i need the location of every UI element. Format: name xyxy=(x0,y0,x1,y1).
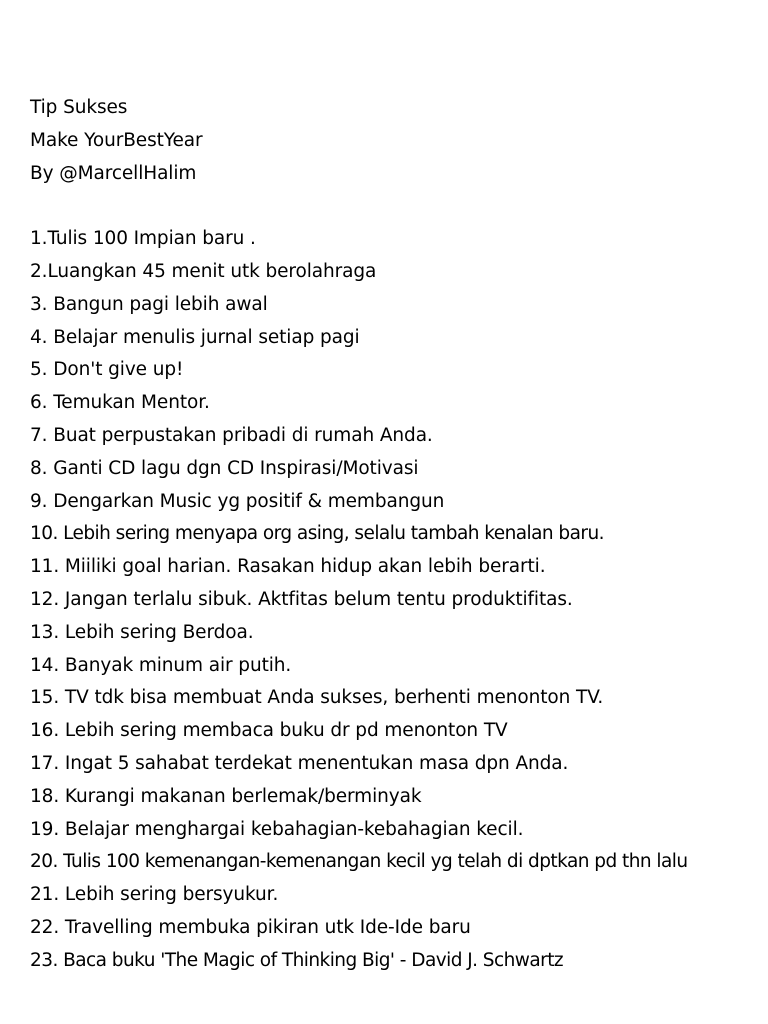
document-author: By @MarcellHalim xyxy=(30,162,197,184)
tip-item: 8. Ganti CD lagu dgn CD Inspirasi/Motivasi xyxy=(30,457,419,479)
tip-item: 23. Baca buku 'The Magic of Thinking Big' - David J. Schwartz xyxy=(30,949,564,971)
tip-item: 16. Lebih sering membaca buku dr pd menonton TV xyxy=(30,720,508,742)
tip-item: 15. TV tdk bisa membuat Anda sukses, berhenti menonton TV. xyxy=(30,687,604,709)
tip-item: 3. Bangun pagi lebih awal xyxy=(30,293,268,315)
tip-item: 11. Miiliki goal harian. Rasakan hidup akan lebih berarti. xyxy=(30,556,546,578)
tip-item: 5. Don't give up! xyxy=(30,359,184,381)
tip-item: 14. Banyak minum air putih. xyxy=(30,654,292,676)
tip-item: 20. Tulis 100 kemenangan-kemenangan kecil yg telah di dptkan pd thn lalu xyxy=(30,851,688,873)
tip-item: 21. Lebih sering bersyukur. xyxy=(30,884,279,906)
tip-item: 12. Jangan terlalu sibuk. Aktfitas belum tentu produktifitas. xyxy=(30,588,573,610)
tip-item: 22. Travelling membuka pikiran utk Ide-Ide baru xyxy=(30,916,471,938)
tip-item: 13. Lebih sering Berdoa. xyxy=(30,621,254,643)
tip-item: 10. Lebih sering menyapa org asing, selalu tambah kenalan baru. xyxy=(30,523,604,545)
tip-item: 1.Tulis 100 Impian baru . xyxy=(30,228,256,250)
tip-item: 19. Belajar menghargai kebahagian-kebahagian kecil. xyxy=(30,818,524,840)
document-title: Tip Sukses xyxy=(30,97,128,118)
tip-item: 4. Belajar menulis jurnal setiap pagi xyxy=(30,326,360,348)
tip-item: 17. Ingat 5 sahabat terdekat menentukan masa dpn Anda. xyxy=(30,752,569,774)
tip-item: 9. Dengarkan Music yg positif & membangun xyxy=(30,490,445,512)
document-header xyxy=(30,92,760,190)
document-page xyxy=(30,92,760,978)
tip-item: 2.Luangkan 45 menit utk berolahraga xyxy=(30,260,377,282)
tips-list xyxy=(30,223,760,977)
tip-item: 18. Kurangi makanan berlemak/berminyak xyxy=(30,785,422,807)
tip-item: 7. Buat perpustakan pribadi di rumah Anda. xyxy=(30,424,433,446)
tip-item: 6. Temukan Mentor. xyxy=(30,392,210,414)
document-subtitle: Make YourBestYear xyxy=(30,129,203,151)
